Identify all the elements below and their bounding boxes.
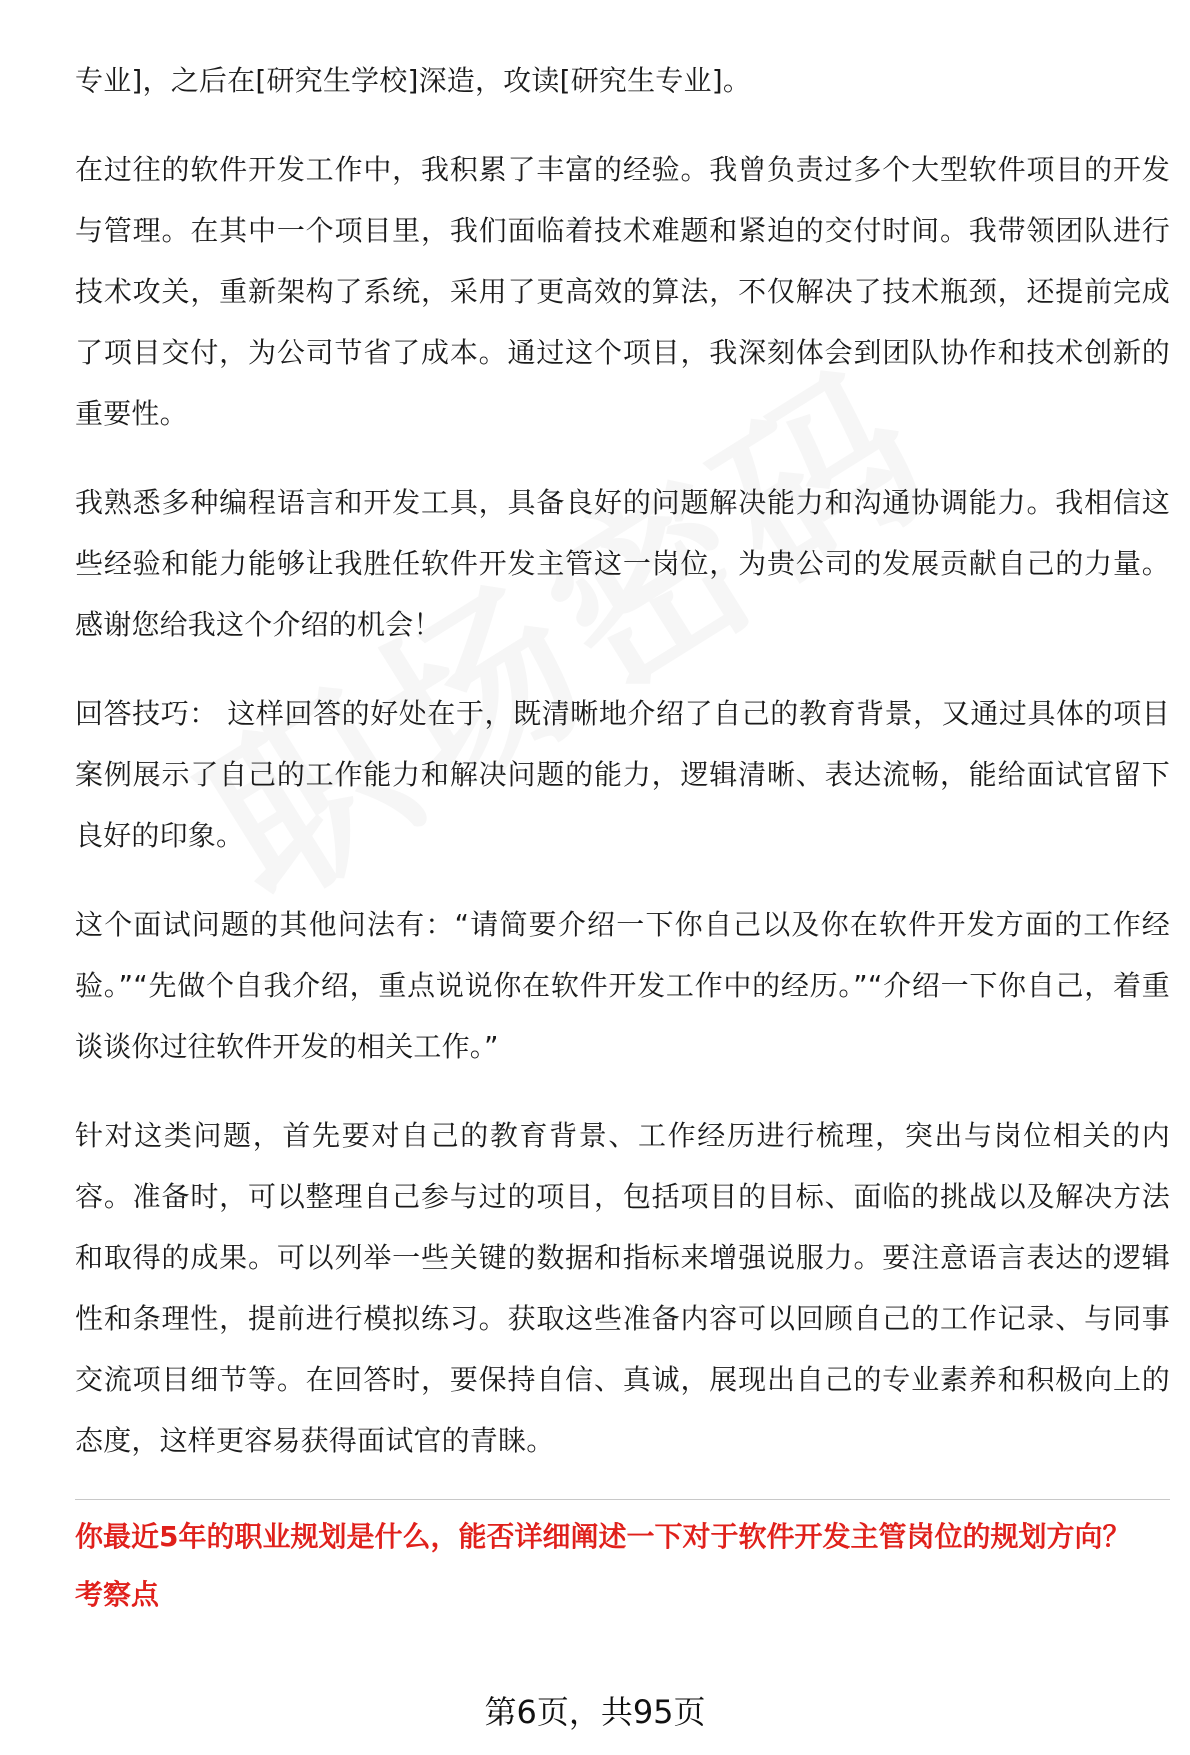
paragraph-education-continued: 专业]，之后在[研究生学校]深造，攻读[研究生专业]。: [75, 64, 752, 97]
paragraph-answer-tips: 回答技巧： 这样回答的好处在于，既清晰地介绍了自己的教育背景，又通过具体的项目案例展示了自己的工作能力和解决问题的能力，逻辑清晰、表达流畅，能给面试官留下良好的印象。: [75, 697, 1170, 852]
paragraph-work-experience: 在过往的软件开发工作中，我积累了丰富的经验。我曾负责过多个大型软件项目的开发与管理。在其中一个项目里，我们面临着技术难题和紧迫的交付时间。我带领团队进行技术攻关，重新架构了系统，采用了更高效的算法，不仅解决了技术瓶颈，还提前完成了项目交付，为公司节省了成本。通过这个项目，我深刻体会到团队协作和技术创新的重要性。: [75, 153, 1170, 430]
paragraph-preparation-advice: 针对这类问题，首先要对自己的教育背景、工作经历进行梳理，突出与岗位相关的内容。准备时，可以整理自己参与过的项目，包括项目的目标、面临的挑战以及解决方法和取得的成果。可以列举一些关键的数据和指标来增强说服力。要注意语言表达的逻辑性和条理性，提前进行模拟练习。获取这些准备内容可以回顾自己的工作记录、与同事交流项目细节等。在回答时，要保持自信、真诚，展现出自己的专业素养和积极向上的态度，这样更容易获得面试官的青睐。: [75, 1119, 1170, 1457]
paragraph-alternative-questions: 这个面试问题的其他问法有：“请简要介绍一下你自己以及你在软件开发方面的工作经验。”“先做个自我介绍，重点说说你在软件开发工作中的经历。”“介绍一下你自己，着重谈谈你过往软件开发的相关工作。”: [75, 908, 1170, 1063]
section-label-key-points: 考察点: [75, 1578, 160, 1611]
page-content: [75, 50, 1170, 1615]
next-question-heading: 你最近5年的职业规划是什么，能否详细阐述一下对于软件开发主管岗位的规划方向？: [75, 1520, 1131, 1553]
page-footer: 第6页，共95页: [484, 1693, 706, 1731]
section-divider: [75, 1499, 1170, 1500]
paragraph-skills: 我熟悉多种编程语言和开发工具，具备良好的问题解决能力和沟通协调能力。我相信这些经验和能力能够让我胜任软件开发主管这一岗位，为贵公司的发展贡献自己的力量。感谢您给我这个介绍的机会！: [75, 486, 1170, 641]
